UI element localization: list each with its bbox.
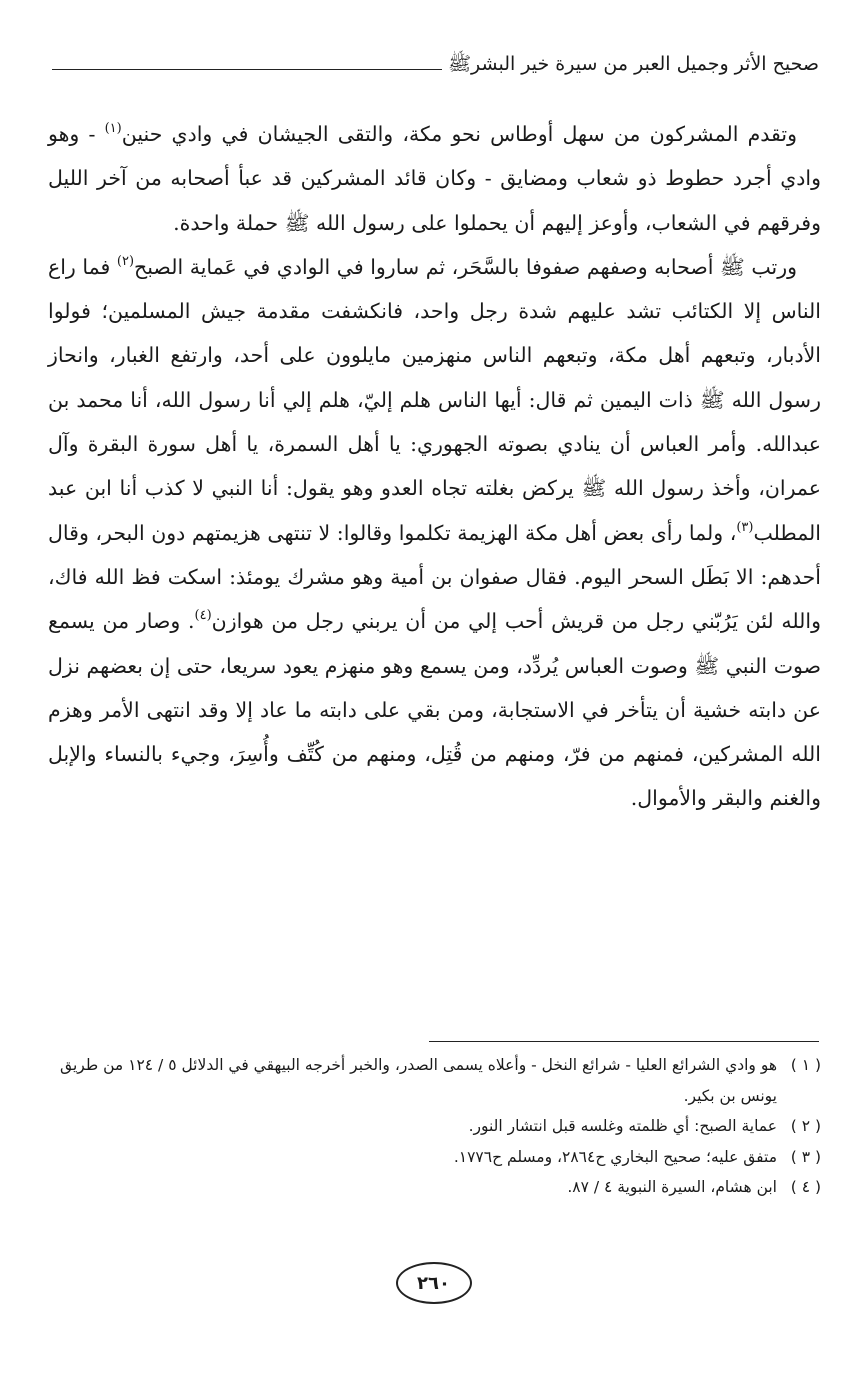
text-segment: ورتب ﷺ أصحابه وصفهم صفوفا بالسَّحَر، ثم ساروا في الوادي في عَماية الصبح bbox=[134, 254, 797, 279]
footnote-ref: (١) bbox=[104, 121, 122, 136]
footnote-rule bbox=[429, 1041, 819, 1042]
text-segment: ، ولما رأى بعض أهل مكة الهزيمة تكلموا وقالوا: لا تنتهى هزيمتهم دون البحر، وقال أحدهم: الا بَطَل السحر اليوم. فقال صفوان بن أمية وهو مشرك يومئذ: اسكت فظ الله فاك، والله لئن يَرُبّني رجل من قريش أحب إلي من أن يربني رجل من هوازن bbox=[48, 520, 821, 634]
paragraph bbox=[48, 112, 821, 245]
footnote-ref: (٣) bbox=[736, 519, 754, 535]
footnote-text: ابن هشام، السيرة النبوية ٤ / ٨٧. bbox=[567, 1178, 777, 1196]
text-segment: فما راع الناس إلا الكتائب تشد عليهم شدة رجل واحد، فانكشفت مقدمة جيش المسلمين؛ فولوا الأدبار، وتبعهم أهل مكة، وتبعهم الناس منهزمين مايلوون على أحد، وارتفع الغبار، وانحاز رسول الله ﷺ ذات اليمين ثم قال: أيها الناس هلم إليّ، هلم إلي أنا رسول الله، أنا محمد بن عبدالله. وأمر العباس أن ينادي بصوته الجهوري: يا أهل السمرة، يا أهل سورة البقرة وآل عمران، وأخذ رسول الله ﷺ يركض بغلته تجاه العدو وهو يقول: أنا النبي لا كذب أنا ابن عبد المطلب bbox=[48, 254, 821, 545]
footnote-text: عماية الصبح: أي ظلمته وغلسه قبل انتشار النور. bbox=[468, 1117, 777, 1135]
footnote bbox=[48, 1050, 821, 1111]
text-segment: وتقدم المشركون من سهل أوطاس نحو مكة، والتقى الجيشان في وادي حنين bbox=[121, 122, 797, 146]
footnote-number: ( ٣ ) bbox=[790, 1147, 821, 1166]
footnote bbox=[48, 1142, 821, 1173]
footnote-number: ( ٤ ) bbox=[790, 1178, 821, 1196]
header-rule bbox=[52, 69, 442, 70]
paragraph bbox=[48, 245, 821, 821]
footnotes bbox=[48, 1050, 821, 1203]
text-segment: - وهو وادي أجرد حطوط ذو شعاب ومضايق - وكان قائد المشركين قد عبأ أصحابه من آخر الليل وفرقهم في الشعاب، وأوعز إليهم أن يحملوا على رسول الله ﷺ حملة واحدة. bbox=[48, 122, 821, 235]
page-number: ٢٦٠ bbox=[396, 1262, 472, 1304]
footnote-ref: (٢) bbox=[116, 253, 135, 269]
main-text bbox=[48, 112, 821, 821]
footnote-text: هو وادي الشرائع العليا - شرائع النخل - وأعلاه يسمى الصدر، والخبر أخرجه البيهقي في الدلائل ٥ / ١٢٤ من طريق يونس بن بكير. bbox=[60, 1056, 777, 1105]
text-segment: . وصار من يسمع صوت النبي ﷺ وصوت العباس يُردِّد، ومن يسمع وهو منهزم يعود سريعا، حتى إن بعضهم نزل عن دابته خشية أن يتأخر في الاستجابة، ومن بقي على دابته ما عاد إلا وقد انتهى الأمر وهزم الله المشركين، فمنهم من فرّ، ومنهم من قُتِل، ومنهم من كُتِّف وأُسِرَ، وجيء بالنساء والإبل والغنم والبقر والأموال. bbox=[48, 609, 821, 811]
footnote bbox=[48, 1111, 821, 1142]
footnote-text: متفق عليه؛ صحيح البخاري ح٢٨٦٤، ومسلم ح١٧٧٦. bbox=[453, 1147, 777, 1166]
footnote-number: ( ١ ) bbox=[790, 1056, 821, 1074]
footnote bbox=[48, 1172, 821, 1203]
footnote-ref: (٤) bbox=[194, 608, 212, 624]
running-title: صحيح الأثر وجميل العبر من سيرة خير البشرﷺ bbox=[448, 53, 819, 75]
footnote-number: ( ٢ ) bbox=[790, 1117, 821, 1135]
running-header bbox=[52, 46, 819, 76]
